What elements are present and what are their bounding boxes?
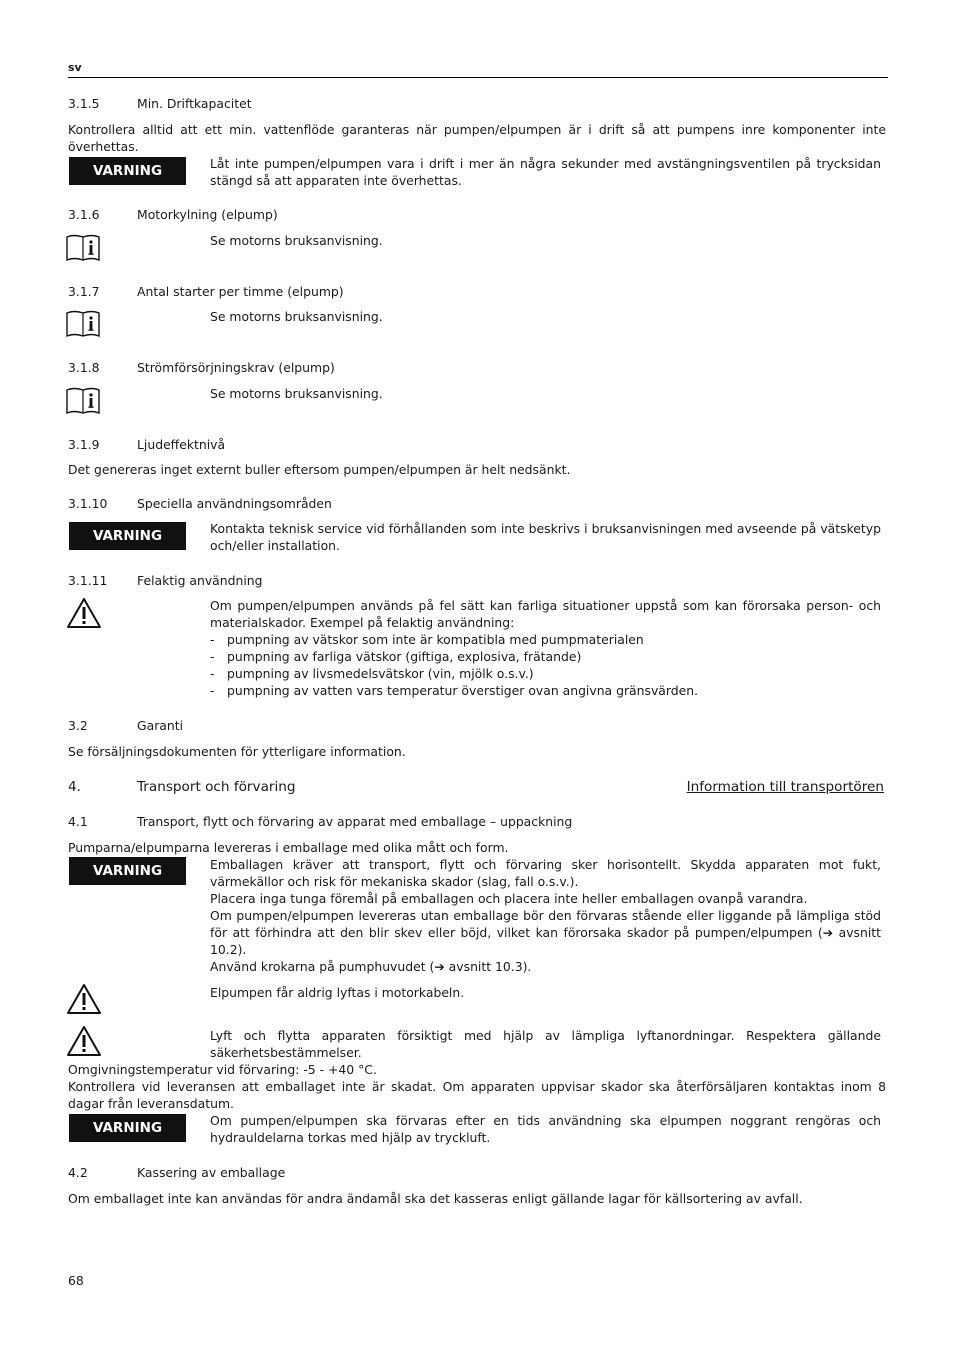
transport-warning-p2: Placera inga tunga föremål på emballagen och placera inte heller emballagen ovanpå varandra. — [210, 891, 808, 906]
warning-triangle-icon — [65, 596, 103, 630]
warning-text-dry-run: Låt inte pumpen/elpumpen vara i drift i mer än några sekunder med avstängningsventilen på trycksidan stängd så att apparaten inte överhettas. — [210, 156, 881, 188]
disposal-text: Om emballaget inte kan användas för andra ändamål ska det kasseras enligt gällande lagar för källsortering av avfall. — [68, 1191, 803, 1206]
power-supply-text: Se motorns bruksanvisning. — [210, 386, 383, 401]
misuse-section — [210, 597, 881, 699]
caution-lifting-text: Lyft och flytta apparaten försiktigt med hjälp av lämpliga lyftanordningar. Respektera gällande säkerhetsbestämmelser. — [210, 1028, 881, 1060]
manual-info-icon — [65, 386, 101, 416]
warning-badge: VARNING — [69, 157, 186, 185]
heading-3-1-9: 3.1.9 Ljudeffektnivå — [68, 437, 226, 452]
manual-info-icon — [65, 233, 101, 263]
heading-3-1-6: 3.1.6 Motorkylning (elpump) — [68, 207, 278, 222]
page-number: 68 — [68, 1273, 84, 1288]
heading-3-1-11: 3.1.11 Felaktig användning — [68, 573, 263, 588]
heading-4-2: 4.2 Kassering av emballage — [68, 1165, 286, 1180]
transport-warning-block — [210, 856, 881, 975]
header-rule — [68, 77, 888, 78]
list-item: - pumpning av vätskor som inte är kompatibla med pumpmaterialen — [210, 631, 881, 648]
warning-badge: VARNING — [69, 857, 186, 885]
caution-cable-text: Elpumpen får aldrig lyftas i motorkabeln. — [210, 985, 465, 1000]
heading-3-1-5: 3.1.5 Min. Driftkapacitet — [68, 96, 252, 111]
packaging-intro: Pumparna/elpumparna levereras i emballage med olika mått och form. — [68, 840, 509, 855]
starts-per-hour-text: Se motorns bruksanvisning. — [210, 309, 383, 324]
list-item: - pumpning av livsmedelsvätskor (vin, mjölk o.s.v.) — [210, 665, 881, 682]
delivery-check-text: Kontrollera vid leveransen att emballaget inte är skadat. Om apparaten uppvisar skador ska återförsäljaren kontaktas inom 8 dagar från leveransdatum. — [68, 1079, 886, 1111]
heading-4-1: 4.1 Transport, flytt och förvaring av apparat med emballage – uppackning — [68, 814, 573, 829]
warning-triangle-icon — [65, 1024, 103, 1058]
heading-3-2: 3.2 Garanti — [68, 718, 184, 733]
heading-3-1-10: 3.1.10 Speciella användningsområden — [68, 496, 332, 511]
storage-temperature: Omgivningstemperatur vid förvaring: -5 - +40 °C. — [68, 1062, 377, 1077]
warranty-text: Se försäljningsdokumenten för ytterligare information. — [68, 744, 406, 759]
heading-3-1-7: 3.1.7 Antal starter per timme (elpump) — [68, 284, 344, 299]
misuse-list — [210, 631, 881, 699]
transport-warning-p1: Emballagen kräver att transport, flytt och förvaring sker horisontellt. Skydda apparaten mot fukt, värmekällor och risk för mekaniska skador (slag, fall o.s.v.). — [210, 857, 881, 889]
manual-info-icon — [65, 309, 101, 339]
noise-level-text: Det genereras inget externt buller eftersom pumpen/elpumpen är helt nedsänkt. — [68, 462, 571, 477]
heading-4: 4. Transport och förvaring Information till transportören — [68, 779, 884, 795]
list-item: - pumpning av farliga vätskor (giftiga, explosiva, frätande) — [210, 648, 881, 665]
heading-3-1-8: 3.1.8 Strömförsörjningskrav (elpump) — [68, 360, 335, 375]
transport-warning-p4: Använd krokarna på pumphuvudet (➔ avsnitt 10.3). — [210, 959, 532, 974]
warning-badge: VARNING — [69, 522, 186, 550]
warning-badge: VARNING — [69, 1114, 186, 1142]
list-item: - pumpning av vatten vars temperatur överstiger ovan angivna gränsvärden. — [210, 682, 881, 699]
transport-warning-p3: Om pumpen/elpumpen levereras utan emballage bör den förvaras stående eller liggande på lämpliga stöd för att förhindra att den blir skev eller böjd, vilket kan förorsaka skador på pumpen/elpumpen (➔ avsnitt 10.2). — [210, 908, 881, 957]
warning-storage-after-use: Om pumpen/elpumpen ska förvaras efter en tids användning ska elpumpen noggrant rengöras och hydrauldelarna torkas med hjälp av tryckluft. — [210, 1113, 881, 1145]
motor-cooling-text: Se motorns bruksanvisning. — [210, 233, 383, 248]
warning-triangle-icon — [65, 982, 103, 1016]
misuse-intro: Om pumpen/elpumpen används på fel sätt kan farliga situationer uppstå som kan förorsaka person- och materialskador. Exempel på felaktig användning: — [210, 598, 881, 630]
paragraph-min-flow: Kontrollera alltid att ett min. vattenflöde garanteras när pumpen/elpumpen är i drift så att pumpens inre komponenter inte överhettas. — [68, 122, 886, 154]
warning-text-special-use: Kontakta teknisk service vid förhållanden som inte beskrivs i bruksanvisningen med avseende på vätsketyp och/eller installation. — [210, 521, 881, 553]
language-code: sv — [68, 61, 82, 74]
transport-info-link: Information till transportören — [686, 779, 884, 795]
